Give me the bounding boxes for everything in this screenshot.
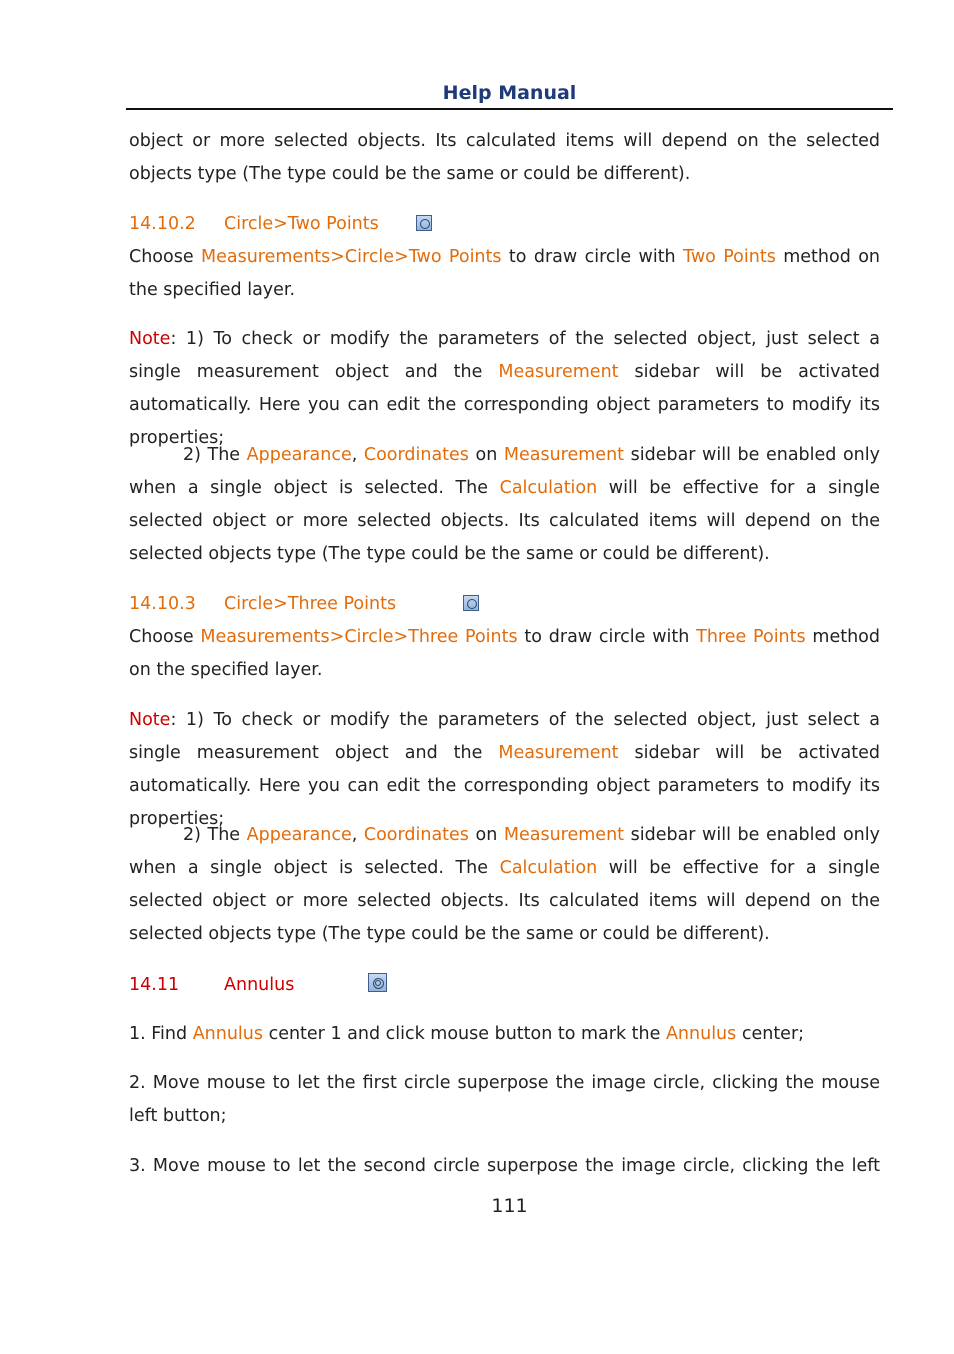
page-number: 111: [491, 1195, 528, 1217]
intro-paragraph: object or more selected objects. Its calculated items will depend on the selected objects type (The type could be the same or could be different).: [129, 131, 880, 184]
method-name: Three Points: [696, 627, 806, 647]
section-number: 14.10.2: [129, 214, 196, 234]
note-paragraph-2: 2) The Appearance, Coordinates on Measurement sidebar will be enabled only when a single object is selected. The Calculation will be effective for a single selected object or more selected objects. Its calculated items will depend on the selected objects type (The type could be the same or could be different).: [129, 825, 881, 944]
annulus-icon: [368, 973, 387, 992]
step-1: 1. Find Annulus center 1 and click mouse button to mark the Annulus center;: [129, 1024, 805, 1044]
page-header-title: Help Manual: [442, 82, 577, 104]
note-paragraph-2: 2) The Appearance, Coordinates on Measurement sidebar will be enabled only when a single object is selected. The Calculation will be effective for a single selected object or more selected objects. Its calculated items will depend on the selected objects type (The type could be the same or could be different).: [129, 445, 881, 564]
choose-paragraph: Choose Measurements>Circle>Two Points to draw circle with Two Points method on the specified layer.: [129, 247, 880, 300]
section-number: 14.10.3: [129, 594, 196, 614]
section-title: Annulus: [224, 975, 295, 995]
choose-paragraph: Choose Measurements>Circle>Three Points to draw circle with Three Points method on the specified layer.: [129, 627, 880, 680]
circle-icon: [463, 595, 479, 611]
note-label: Note: [129, 329, 171, 349]
menu-path: Measurements>Circle>Three Points: [200, 627, 518, 647]
header-divider: [126, 108, 893, 110]
note-label: Note: [129, 710, 171, 730]
section-title: Circle>Two Points: [224, 214, 379, 234]
step-2: 2. Move mouse to let the first circle superpose the image circle, clicking the mouse left button;: [129, 1073, 880, 1126]
method-name: Two Points: [683, 247, 776, 267]
section-number: 14.11: [129, 975, 180, 995]
section-title: Circle>Three Points: [224, 594, 397, 614]
note-paragraph: Note: 1) To check or modify the parameters of the selected object, just select a single measurement object and the Measurement sidebar will be activated automatically. Here you can edit the corresponding object parameters to modify its properties;: [129, 710, 880, 829]
step-3: 3. Move mouse to let the second circle superpose the image circle, clicking the left: [129, 1156, 880, 1176]
note-paragraph: Note: 1) To check or modify the parameters of the selected object, just select a single measurement object and the Measurement sidebar will be activated automatically. Here you can edit the corresponding object parameters to modify its properties;: [129, 329, 880, 448]
circle-icon: [416, 215, 432, 231]
menu-path: Measurements>Circle>Two Points: [201, 247, 502, 267]
